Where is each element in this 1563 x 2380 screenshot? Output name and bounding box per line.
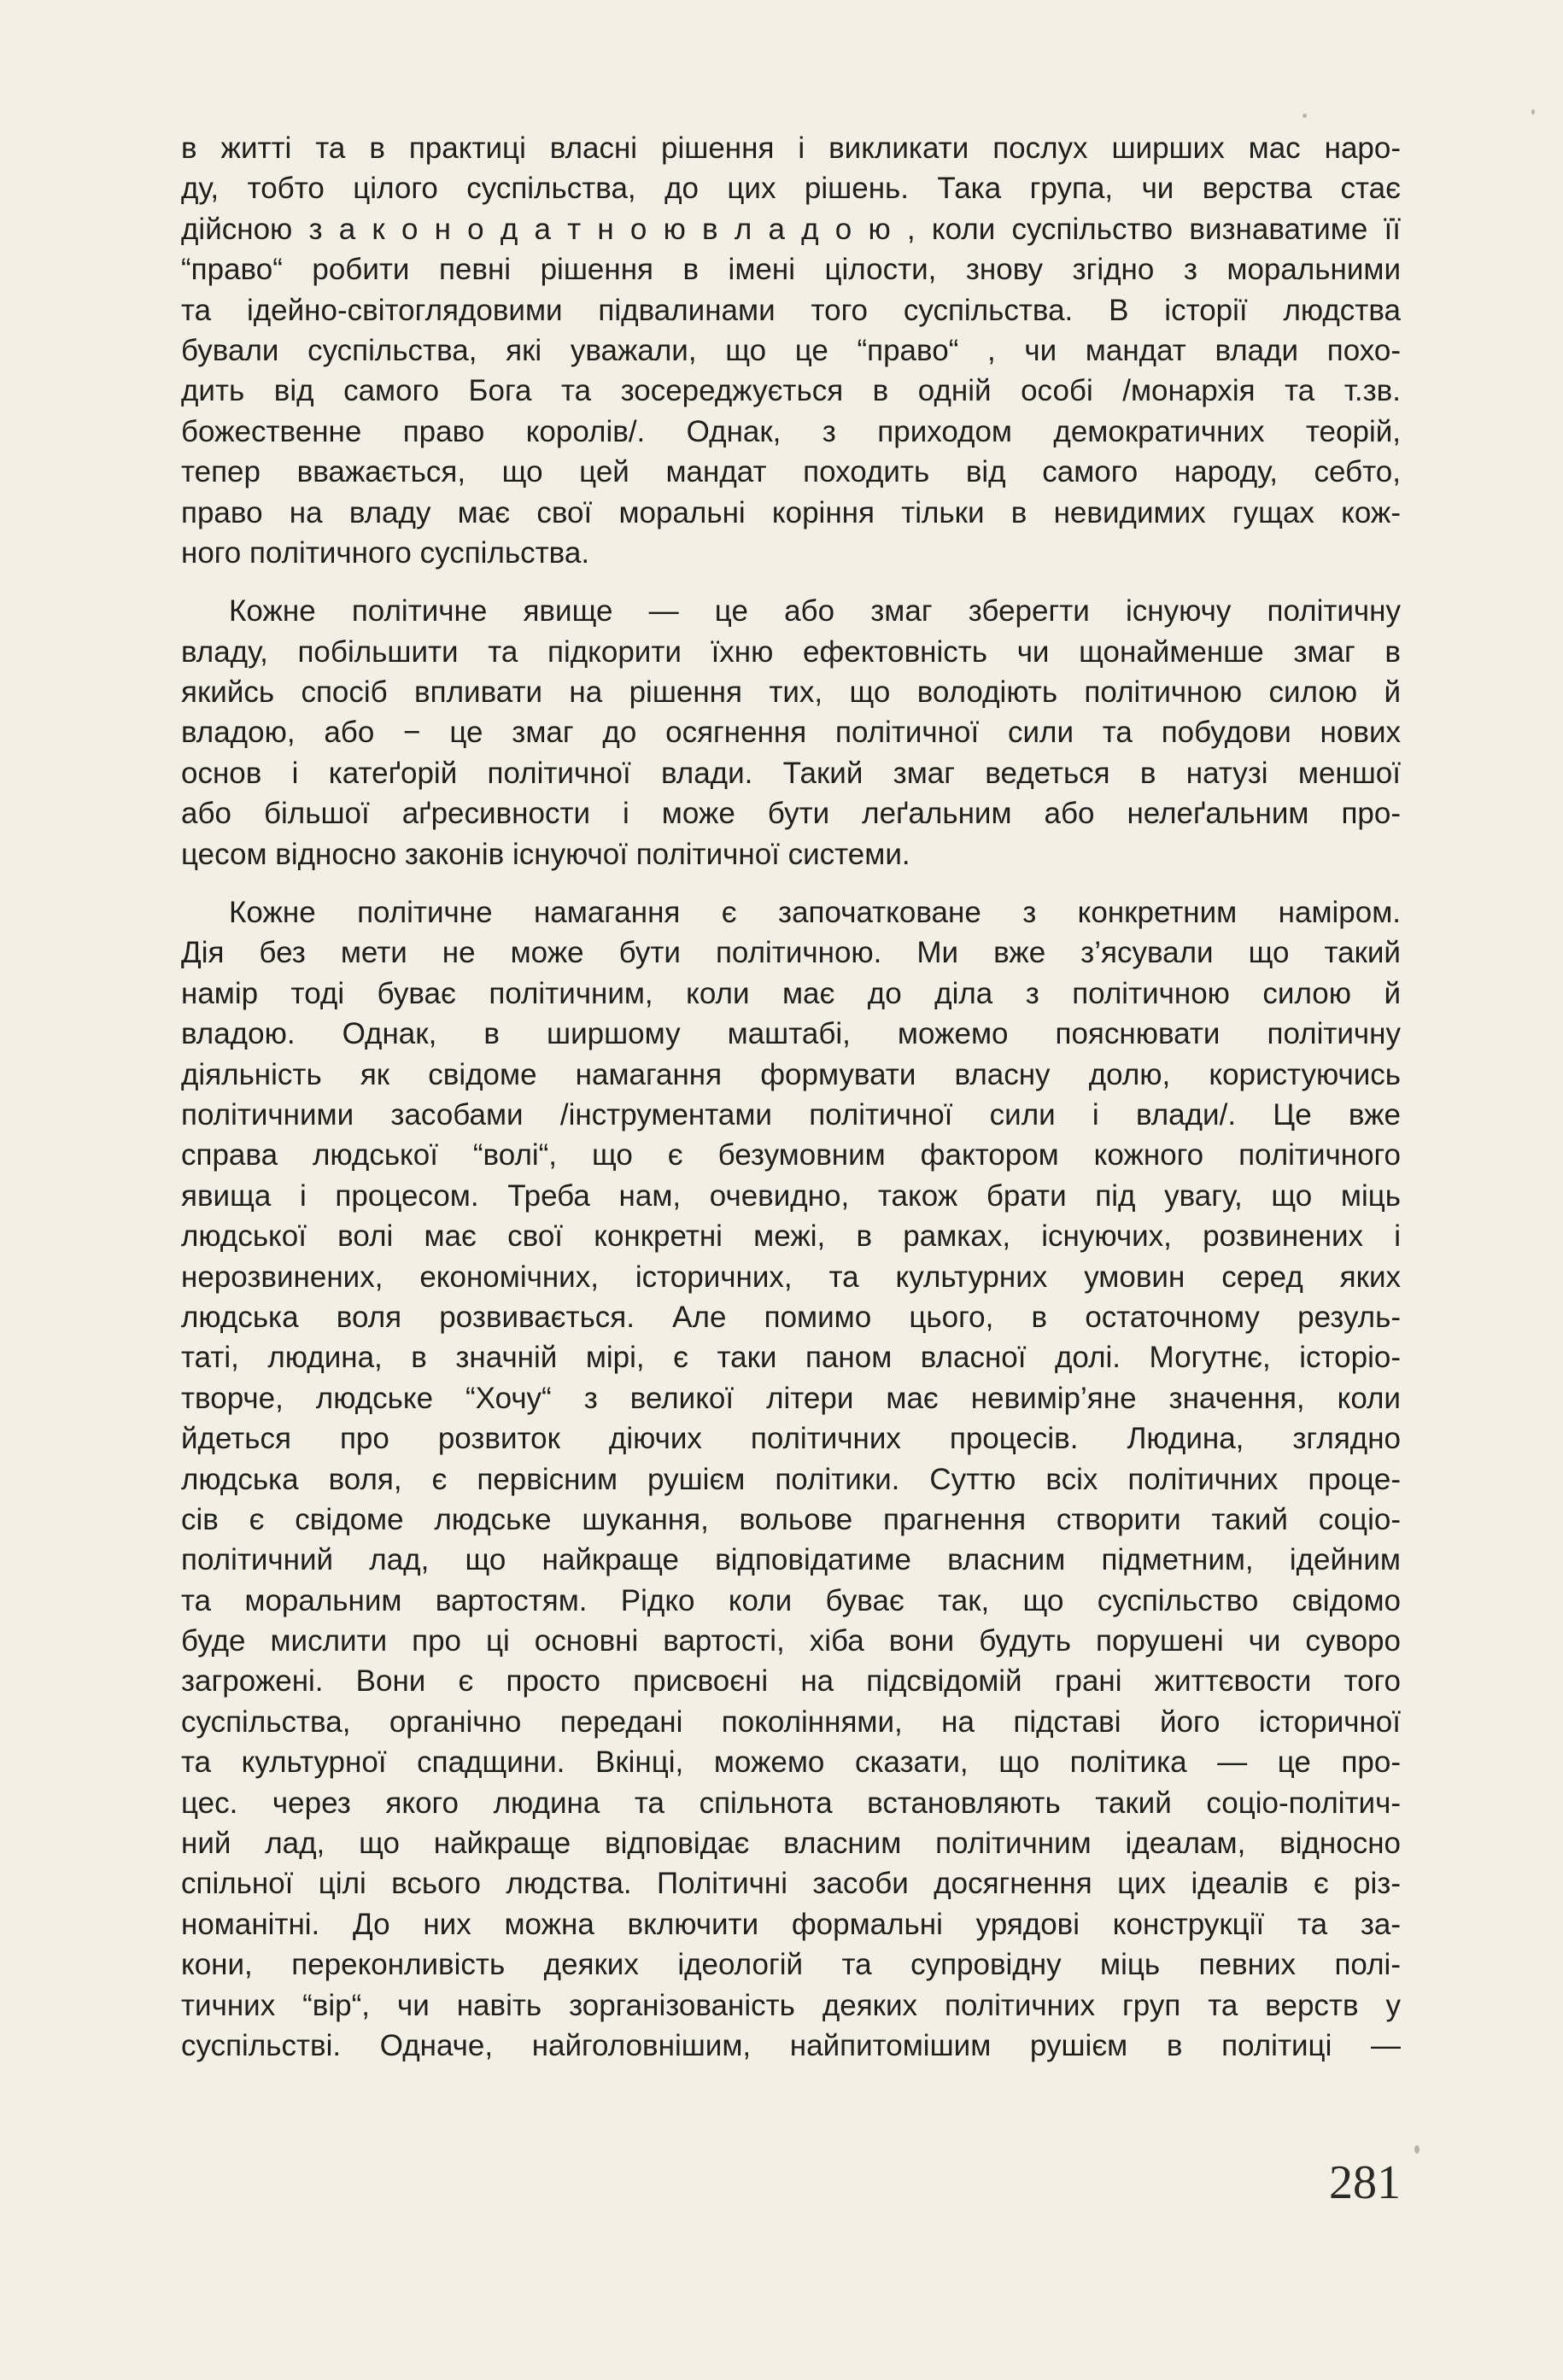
page-number: 281 bbox=[1329, 2156, 1401, 2209]
text-line: Кожне політичне явище — це або змаг зберегти існуючу політичну bbox=[229, 594, 1401, 629]
text-line: цес. через якого людина та спільнота встановляють такий соціо-політич- bbox=[181, 1786, 1401, 1820]
text-line: право на владу має свої моральні коріння тільки в невидимих гущах кож- bbox=[181, 495, 1401, 529]
paper-speck bbox=[1531, 109, 1535, 114]
text-line: якийсь спосіб впливати на рішення тих, що володіють політичною силою й bbox=[181, 675, 1401, 710]
text-line: та моральним вартостям. Рідко коли буває так, що суспільство свідомо bbox=[181, 1583, 1401, 1617]
text-line: владою. Однак, в ширшому маштабі, можемо пояснювати політичну bbox=[181, 1017, 1401, 1051]
text-line: номанітні. До них можна включити формальні урядові конструкції та за- bbox=[181, 1907, 1401, 1941]
text-line: та культурної спадщини. Вкінці, можемо сказати, що політика — це про- bbox=[181, 1746, 1401, 1780]
paragraph-2 bbox=[181, 591, 1401, 874]
text-line: божественне право королів/. Однак, з приходом демократичних теорій, bbox=[181, 414, 1401, 448]
text-line: загрожені. Вони є просто присвоєні на підсвідомій грані життєвости того bbox=[181, 1664, 1401, 1699]
text-line: бували суспільства, які уважали, що це “право“ , чи мандат влади похо- bbox=[181, 333, 1401, 367]
text-line: явища і процесом. Треба нам, очевидно, також брати під увагу, що міць bbox=[181, 1178, 1401, 1213]
text-line: владу, побільшити та підкорити їхню ефектовність чи щонайменше змаг в bbox=[181, 634, 1401, 669]
text-line: буде мислити про ці основні вартості, хіба вони будуть порушені чи суворо bbox=[181, 1624, 1401, 1658]
body-text bbox=[181, 128, 1401, 2066]
paragraph-1 bbox=[181, 128, 1401, 573]
text-line: йдеться про розвиток діючих політичних процесів. Людина, зглядно bbox=[181, 1422, 1401, 1456]
text-line: політичний лад, що найкраще відповідатиме власним підметним, ідейним bbox=[181, 1543, 1401, 1577]
text-line: таті, людина, в значній мірі, є таки паном власної долі. Могутнє, історіо- bbox=[181, 1341, 1401, 1375]
text-line: справа людської “волі“, що є безумовним фактором кожного політичного bbox=[181, 1138, 1401, 1172]
text-line: діяльність як свідоме намагання формувати власну долю, користуючись bbox=[181, 1057, 1401, 1091]
text-line: в житті та в практиці власні рішення і викликати послух ширших мас наро- bbox=[181, 132, 1401, 165]
text-line: та ідейно-світоглядовими підвалинами того суспільства. В історії людства bbox=[181, 293, 1401, 327]
text-line: сів є свідоме людське шукання, вольове прагнення створити такий соціо- bbox=[181, 1502, 1401, 1536]
text-line: дить від самого Бога та зосереджується в одній особі /монархія та т.зв. bbox=[181, 374, 1401, 408]
text-line: людської волі має свої конкретні межі, в рамках, існуючих, розвинених і bbox=[181, 1219, 1401, 1254]
text-line: нерозвинених, економічних, історичних, та культурних умовин серед яких bbox=[181, 1260, 1401, 1294]
paper-speck bbox=[1414, 2145, 1420, 2154]
paper-speck bbox=[1302, 114, 1307, 118]
text-line: тичних “вір“, чи навіть зорганізованість деяких політичних груп та верств у bbox=[181, 1988, 1401, 2022]
text-line: політичними засобами /інструментами політичної сили і влади/. Це вже bbox=[181, 1097, 1401, 1132]
text-line: спільної цілі всього людства. Політичні засоби досягнення цих ідеалів є різ- bbox=[181, 1867, 1401, 1901]
text-line: намір тоді буває політичним, коли має до діла з політичною силою й bbox=[181, 976, 1401, 1010]
text-line: тепер вважається, що цей мандат походить від самого народу, себто, bbox=[181, 455, 1401, 489]
text-line: основ і катеґорій політичної влади. Такий змаг ведеться в натузі меншої bbox=[181, 756, 1401, 790]
text-line: дійсною з а к о н о д а т н о ю в л а д о ю , коли суспільство визнаватиме її bbox=[181, 212, 1401, 246]
text-line: Кожне політичне намагання є започатковане з конкретним наміром. bbox=[229, 896, 1401, 930]
text-line: суспільства, органічно передані поколіннями, на підставі його історичної bbox=[181, 1705, 1401, 1739]
text-line: творче, людське “Хочу“ з великої літери має невимір’яне значення, коли bbox=[181, 1381, 1401, 1415]
text-line: людська воля розвивається. Але помимо цього, в остаточному резуль- bbox=[181, 1300, 1401, 1334]
text-line: Дія без мети не може бути політичною. Ми вже з’ясували що такий bbox=[181, 936, 1401, 970]
text-line: цесом відносно законів існуючої політичної системи. bbox=[181, 837, 910, 871]
text-line: ду, тобто цілого суспільства, до цих рішень. Така група, чи верства стає bbox=[181, 172, 1401, 206]
text-line: або більшої аґресивности і може бути леґальним або нелеґальним про- bbox=[181, 797, 1401, 831]
text-line: ного політичного суспільства. bbox=[181, 535, 590, 570]
paragraph-3 bbox=[181, 892, 1401, 2066]
text-line: людська воля, є первісним рушієм політики. Суттю всіх політичних проце- bbox=[181, 1462, 1401, 1496]
text-line: суспільстві. Одначе, найголовнішим, найпитомішим рушієм в політиці — bbox=[181, 2028, 1401, 2062]
text-line: владою, або − це змаг до осягнення політичної сили та побудови нових bbox=[181, 716, 1401, 750]
text-line: кони, переконливість деяких ідеологій та супровідну міць певних полі- bbox=[181, 1948, 1401, 1982]
text-line: ний лад, що найкраще відповідає власним політичним ідеалам, відносно bbox=[181, 1827, 1401, 1861]
text-line: “право“ робити певні рішення в імені цілости, знову згідно з моральними bbox=[181, 253, 1401, 287]
